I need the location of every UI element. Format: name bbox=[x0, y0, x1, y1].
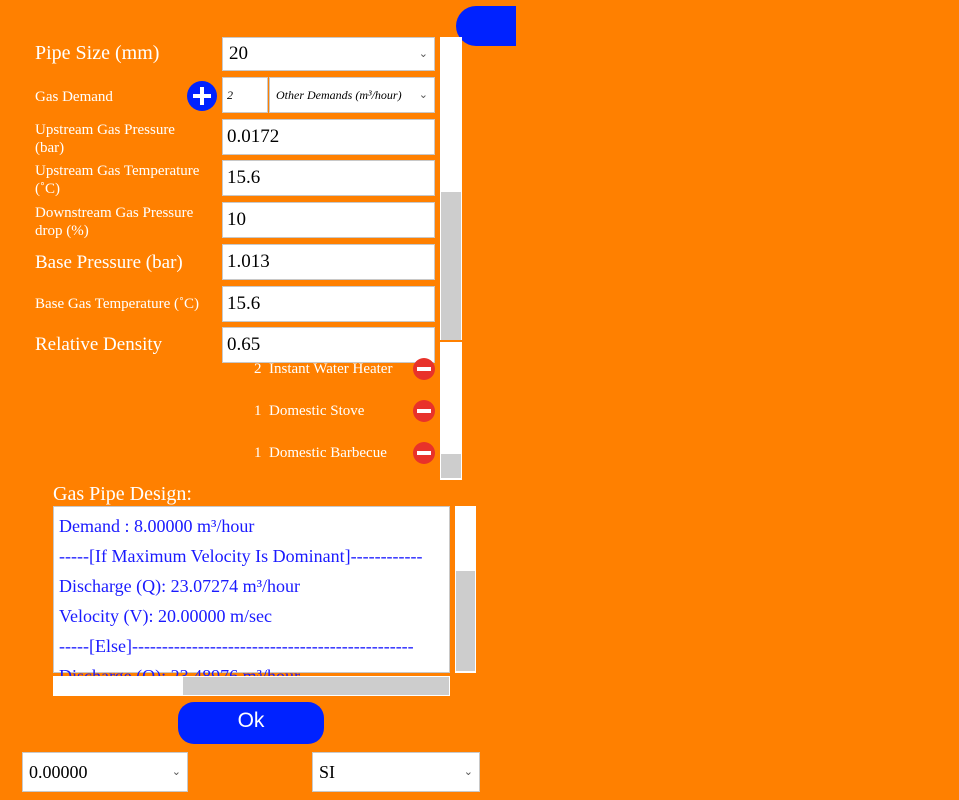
demand-item: 2 Instant Water Heater bbox=[254, 361, 393, 377]
units-value: SI bbox=[319, 762, 336, 782]
pipe-size-value: 20 bbox=[229, 43, 248, 64]
pipe-size-label: Pipe Size (mm) bbox=[35, 42, 160, 64]
remove-demand-icon[interactable] bbox=[413, 400, 435, 422]
corner-tab-icon[interactable] bbox=[456, 6, 516, 46]
precision-value: 0.00000 bbox=[29, 762, 88, 782]
demand-type-select[interactable] bbox=[269, 77, 435, 113]
design-line: Demand : 8.00000 m³/hour bbox=[59, 516, 255, 536]
base-temperature-label: Base Gas Temperature (˚C) bbox=[35, 296, 200, 312]
upstream-temperature-label: Upstream Gas Temperature (˚C) bbox=[35, 163, 200, 197]
upstream-pressure-input[interactable]: 0.0172 bbox=[222, 119, 435, 155]
remove-demand-icon[interactable] bbox=[413, 358, 435, 380]
downstream-drop-input[interactable]: 10 bbox=[222, 202, 435, 238]
ok-button-label: Ok bbox=[237, 709, 265, 732]
demand-list-scrollbar-thumb[interactable] bbox=[441, 454, 461, 478]
demand-list-scrollbar[interactable] bbox=[440, 342, 462, 480]
design-output[interactable] bbox=[53, 506, 450, 673]
design-output-vscrollbar-thumb[interactable] bbox=[456, 571, 475, 671]
design-line: Discharge (Q): 23.07274 m³/hour bbox=[59, 576, 301, 596]
chevron-down-icon: ⌄ bbox=[418, 88, 428, 101]
demand-list bbox=[240, 345, 436, 477]
upstream-pressure-label: Upstream Gas Pressure (bar) bbox=[35, 122, 175, 156]
pipe-size-select[interactable] bbox=[222, 37, 435, 71]
design-line: -----[Else]----------------------------------------------- bbox=[59, 636, 414, 656]
downstream-drop-label: Downstream Gas Pressure drop (%) bbox=[35, 205, 194, 239]
ok-button[interactable] bbox=[178, 702, 324, 744]
demand-item: 1 Domestic Barbecue bbox=[254, 445, 387, 461]
relative-density-label: Relative Density bbox=[35, 334, 163, 355]
form-scrollbar[interactable] bbox=[440, 37, 462, 340]
relative-density-input[interactable]: 0.65 bbox=[222, 327, 435, 363]
form-panel bbox=[0, 34, 440, 355]
gas-demand-input[interactable]: 2 bbox=[222, 77, 268, 113]
chevron-down-icon: ⌄ bbox=[171, 765, 181, 778]
design-output-hscrollbar[interactable] bbox=[53, 676, 450, 696]
design-line: -----[If Maximum Velocity Is Dominant]------------ bbox=[59, 546, 423, 566]
precision-select[interactable] bbox=[22, 752, 188, 792]
demand-type-value: Other Demands (m³/hour) bbox=[276, 88, 402, 102]
add-demand-icon[interactable] bbox=[187, 81, 217, 111]
base-temperature-input[interactable]: 15.6 bbox=[222, 286, 435, 322]
design-line: Velocity (V): 20.00000 m/sec bbox=[59, 606, 272, 626]
remove-demand-icon[interactable] bbox=[413, 442, 435, 464]
upstream-temperature-input[interactable]: 15.6 bbox=[222, 160, 435, 196]
chevron-down-icon: ⌄ bbox=[418, 47, 428, 60]
design-title: Gas Pipe Design: bbox=[53, 483, 192, 505]
demand-item: 1 Domestic Stove bbox=[254, 403, 365, 419]
design-output-vscrollbar[interactable] bbox=[455, 506, 476, 673]
base-pressure-label: Base Pressure (bar) bbox=[35, 252, 183, 273]
chevron-down-icon: ⌄ bbox=[463, 765, 473, 778]
gas-demand-label: Gas Demand bbox=[35, 89, 113, 105]
units-select[interactable] bbox=[312, 752, 480, 792]
form-scrollbar-thumb[interactable] bbox=[441, 192, 461, 340]
design-output-hscrollbar-thumb[interactable] bbox=[183, 677, 449, 695]
base-pressure-input[interactable]: 1.013 bbox=[222, 244, 435, 280]
